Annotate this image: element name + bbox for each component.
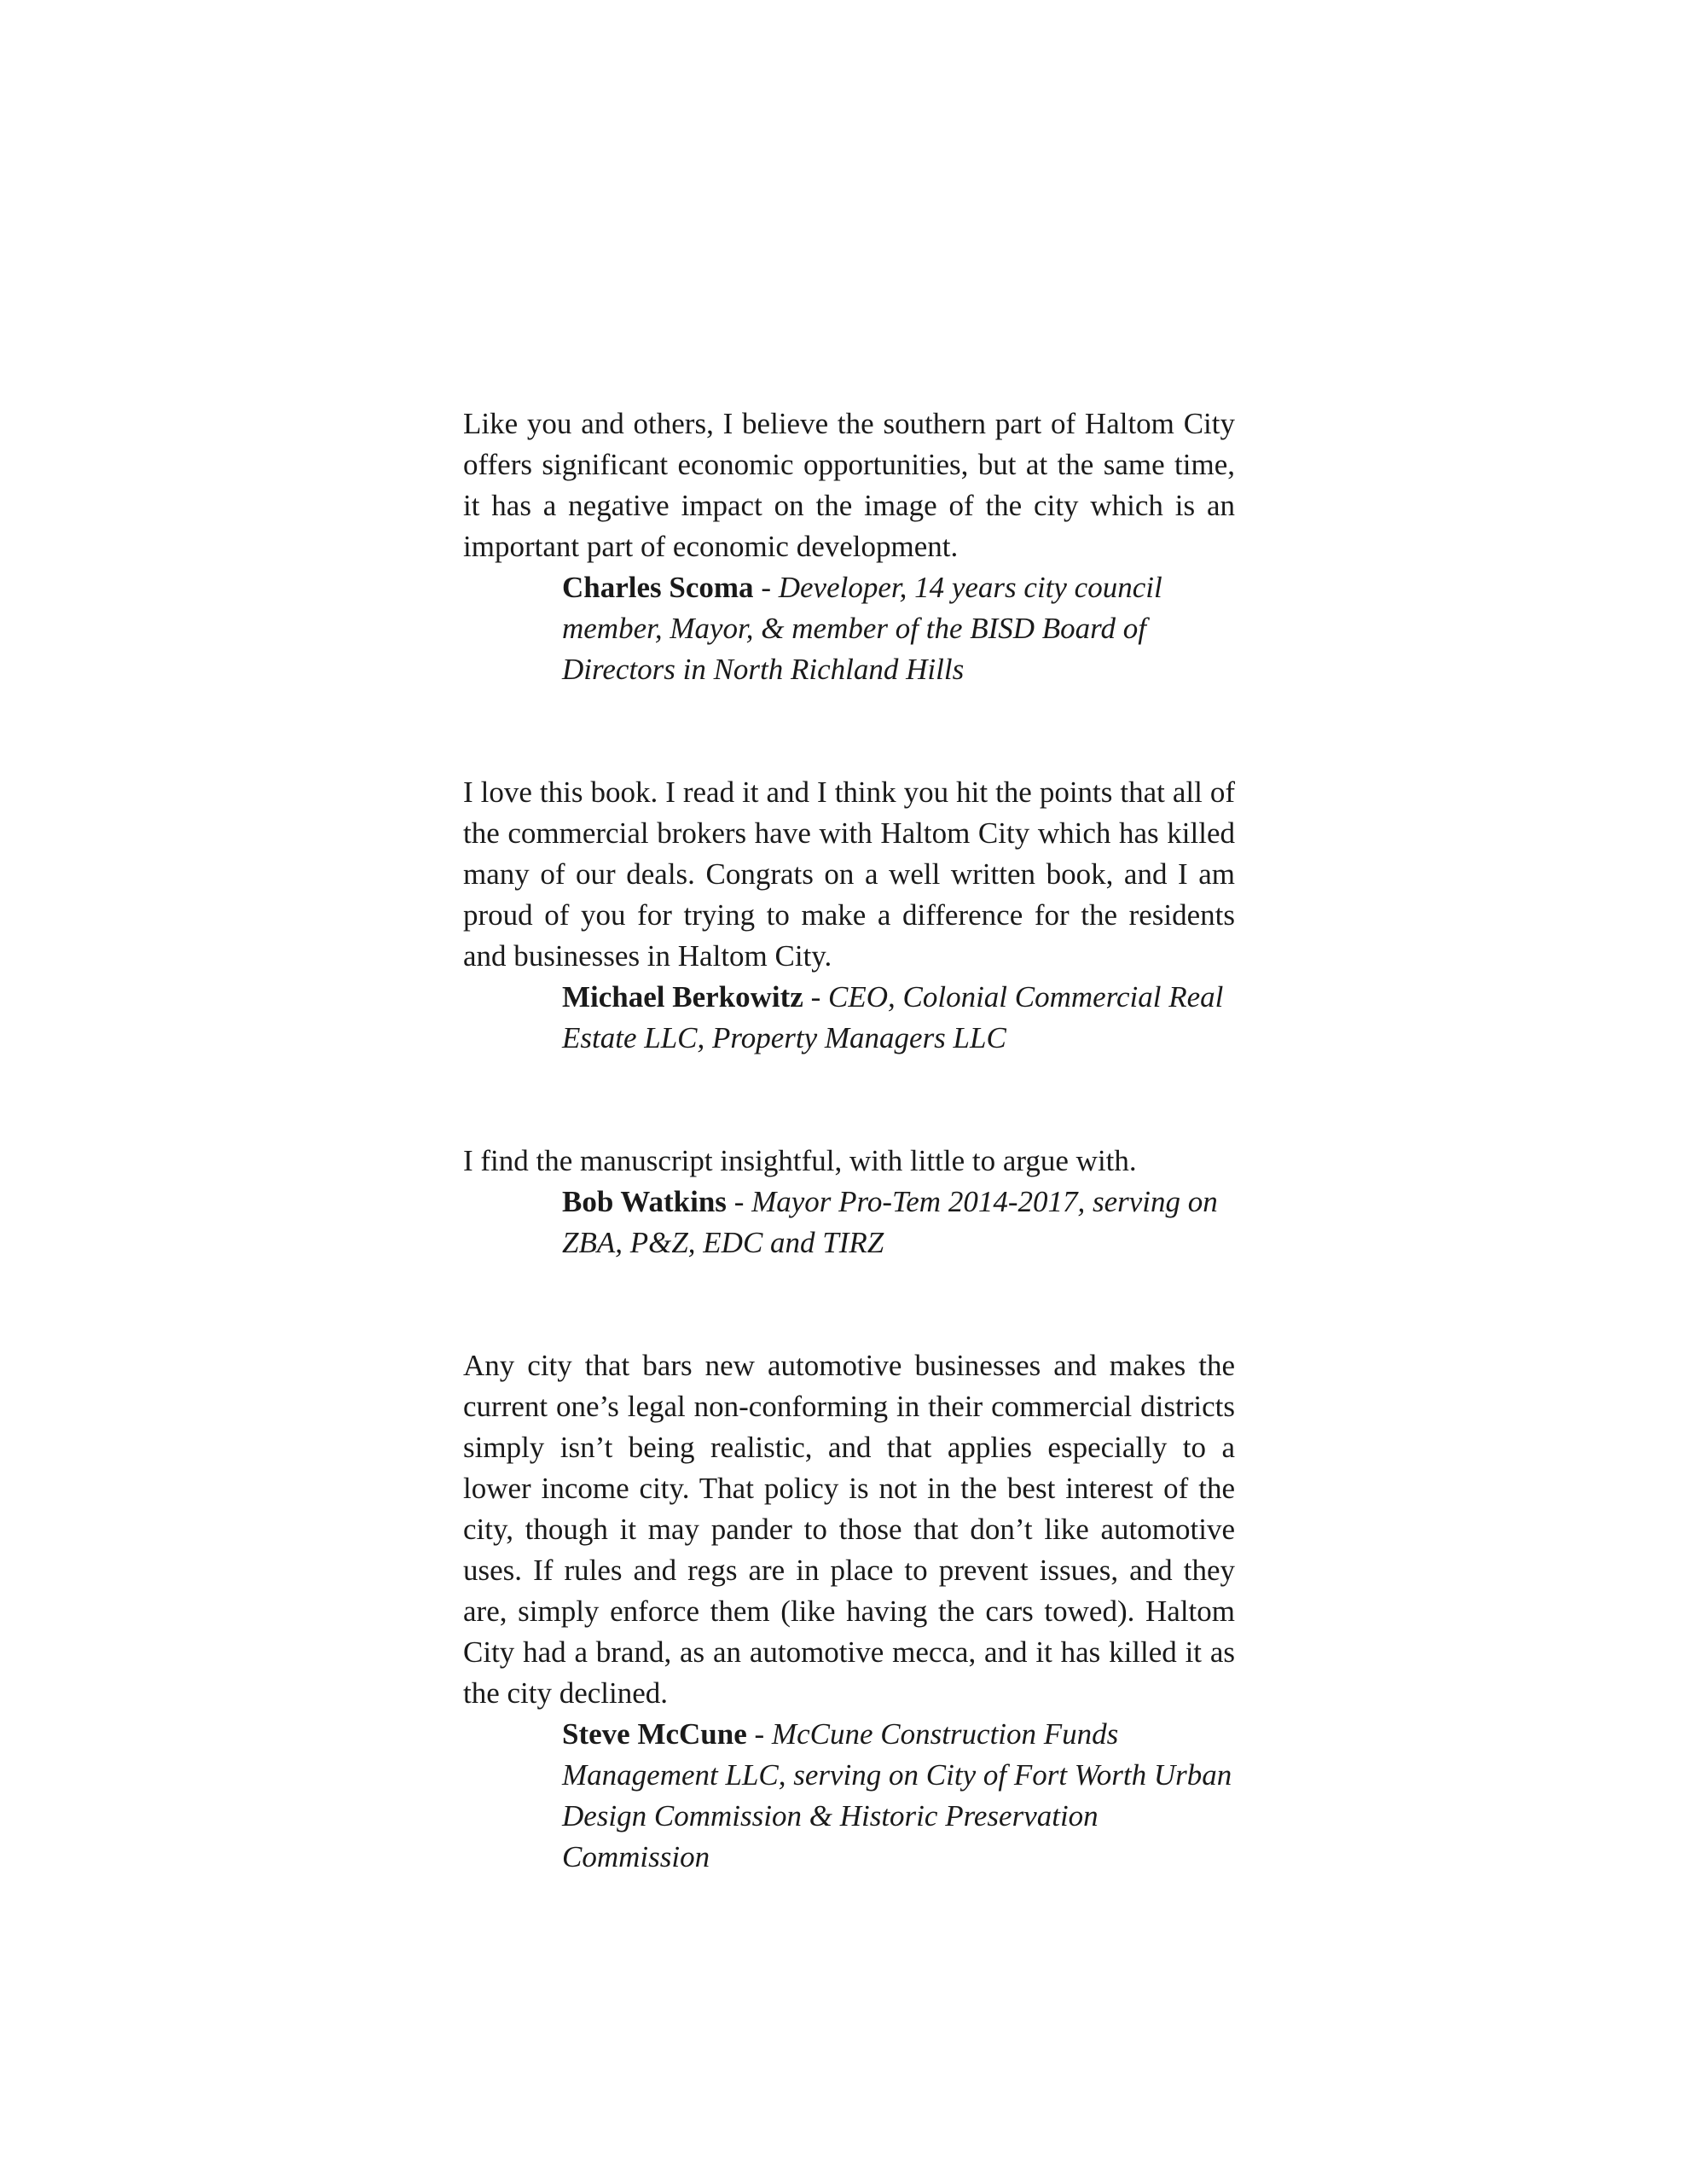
- attribution-name: Steve McCune: [562, 1717, 747, 1751]
- testimonial-attribution: [562, 567, 1235, 690]
- attribution-name: Bob Watkins: [562, 1185, 727, 1218]
- attribution-separator: -: [753, 571, 779, 604]
- attribution-separator: -: [726, 1185, 752, 1218]
- attribution-role: Developer, 14 years city council member, Mayor, & member of the BISD Board of Directors in North Richland Hills: [562, 571, 1162, 686]
- testimonial-block: [463, 404, 1235, 690]
- attribution-role: McCune Construction Funds Management LLC, serving on City of Fort Worth Urban Design Commission & Historic Preservation Commission: [562, 1717, 1232, 1873]
- testimonial-block: [463, 1141, 1235, 1263]
- attribution-name: Charles Scoma: [562, 571, 754, 604]
- attribution-separator: -: [803, 980, 828, 1014]
- testimonial-quote: Like you and others, I believe the southern part of Haltom City offers significant economic opportunities, but at the same time, it has a negative impact on the image of the city which is an important part of economic development.: [463, 407, 1235, 563]
- testimonial-block: [463, 772, 1235, 1059]
- attribution-separator: -: [746, 1717, 772, 1751]
- testimonial-attribution: [562, 1182, 1235, 1263]
- testimonial-block: [463, 1345, 1235, 1878]
- attribution-role: Mayor Pro-Tem 2014-2017, serving on ZBA, P&Z, EDC and TIRZ: [562, 1185, 1218, 1259]
- testimonial-quote: I love this book. I read it and I think you hit the points that all of the commercial brokers have with Haltom City which has killed many of our deals. Congrats on a well written book, and I am proud of you for trying to make a difference for the residents and businesses in Haltom City.: [463, 775, 1235, 973]
- testimonial-quote: I find the manuscript insightful, with little to argue with.: [463, 1144, 1137, 1177]
- testimonials-column: [463, 404, 1235, 1960]
- testimonial-quote: Any city that bars new automotive businesses and makes the current one’s legal non-conforming in their commercial districts simply isn’t being realistic, and that applies especially to a lower income city. That policy is not in the best interest of the city, though it may pander to those that don’t like automotive uses. If rules and regs are in place to prevent issues, and they are, simply enforce them (like having the cars towed). Haltom City had a brand, as an automotive mecca, and it has killed it as the city declined.: [463, 1349, 1235, 1710]
- testimonial-attribution: [562, 1714, 1235, 1878]
- attribution-role: CEO, Colonial Commercial Real Estate LLC, Property Managers LLC: [562, 980, 1224, 1054]
- testimonial-attribution: [562, 977, 1235, 1059]
- attribution-name: Michael Berkowitz: [562, 980, 803, 1014]
